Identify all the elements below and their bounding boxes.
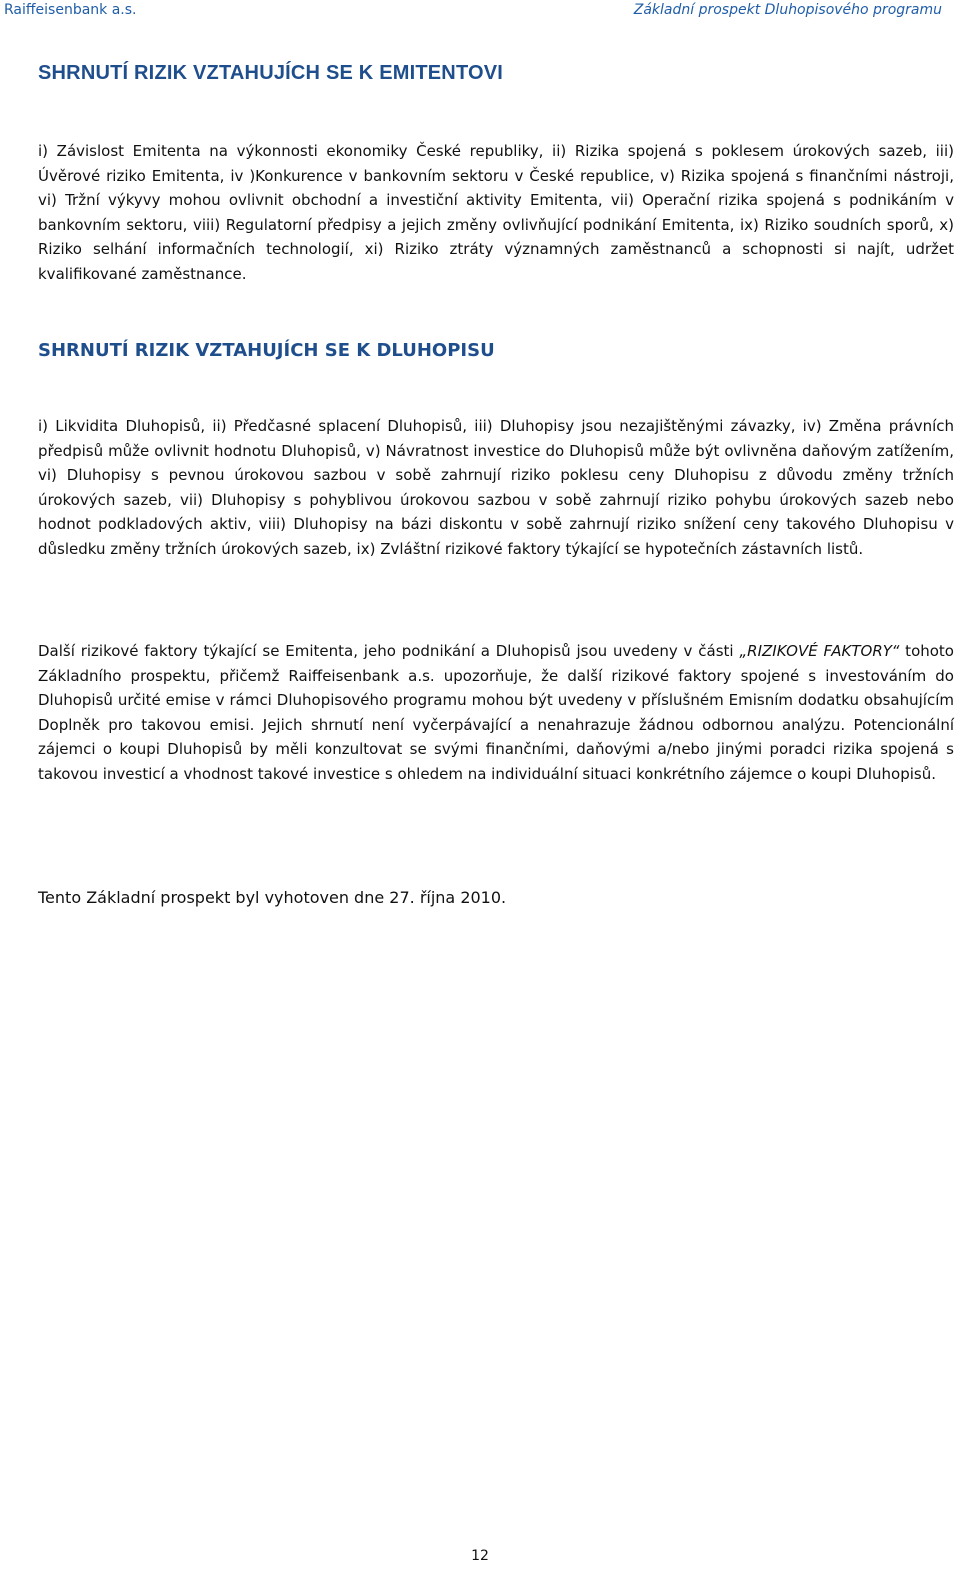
bond-risks-paragraph: i) Likvidita Dluhopisů, ii) Předčasné splacení Dluhopisů, iii) Dluhopisy jsou nezajištěnými závazky, iv) Změna právních předpisů může ovlivnit hodnotu Dluhopisů, v) Návratnost investice do Dluhopisů může být ovlivněna daňovým zatížením, vi) Dluhopisy s pevnou úrokovou sazbou v sobě zahrnují riziko poklesu ceny Dluhopisu z důvodu změny tržních úrokových sazeb, vii) Dluhopisy s pohyblivou úrokovou sazbou v sobě zahrnují riziko pohybu úrokových sazeb nebo hodnot podkladových aktiv, viii) Dluhopisy na bázi diskontu v sobě zahrnují riziko snížení ceny takového Dluhopisu v důsledku změny tržních úrokových sazeb, ix) Zvláštní rizikové faktory týkající se hypotečních zástavních listů.: [38, 417, 954, 558]
page-number: 12: [471, 1548, 489, 1564]
prospectus-date-statement: Tento Základní prospekt byl vyhotoven dne 27. října 2010.: [38, 888, 507, 907]
further-risks-paragraph: [38, 639, 954, 787]
issuer-risks-heading: SHRNUTÍ RIZIK VZTAHUJÍCH SE K EMITENTOVI: [38, 62, 504, 84]
issuer-risks-paragraph: i) Závislost Emitenta na výkonnosti ekonomiky České republiky, ii) Rizika spojená s poklesem úrokových sazeb, iii) Úvěrové riziko Emitenta, iv )Konkurence v bankovním sektoru v České republice, v) Rizika spojená s finančními nástroji, vi) Tržní výkyvy mohou ovlivnit obchodní a investiční aktivity Emitenta, vii) Operační rizika spojená s podnikáním v bankovním sektoru, viii) Regulatorní předpisy a jejich změny ovlivňující podnikání Emitenta, ix) Riziko soudních sporů, x) Riziko selhání informačních technologií, xi) Riziko ztráty významných zaměstnanců a schopnosti si najít, udržet kvalifikované zaměstnance.: [38, 142, 954, 283]
header-issuer-name: Raiffeisenbank a.s.: [4, 2, 137, 18]
further-risks-text-end: tohoto Základního prospektu, přičemž Raiffeisenbank a.s. upozorňuje, že další rizikové faktory spojené s investováním do Dluhopisů určité emise v rámci Dluhopisového programu mohou být uvedeny v příslušném Emisním dodatku obsahujícím Doplněk pro takovou emisi. Jejich shrnutí není vyčerpávající a nenahrazuje žádnou odbornou analýzu. Potencionální zájemci o koupi Dluhopisů by měli konzultovat se svými finančními, daňovými a/nebo jinými poradci rizika spojená s takovou investicí a vhodnost takové investice s ohledem na individuální situaci konkrétního zájemce o koupi Dluhopisů.: [38, 642, 954, 783]
risk-factors-reference: „RIZIKOVÉ FAKTORY“: [739, 642, 900, 660]
header-document-title: Základní prospekt Dluhopisového programu: [633, 2, 942, 18]
bond-risks-heading: SHRNUTÍ RIZIK VZTAHUJÍCH SE K DLUHOPISU: [38, 340, 495, 361]
further-risks-text-start: Další rizikové faktory týkající se Emitenta, jeho podnikání a Dluhopisů jsou uvedeny v části: [38, 642, 740, 660]
